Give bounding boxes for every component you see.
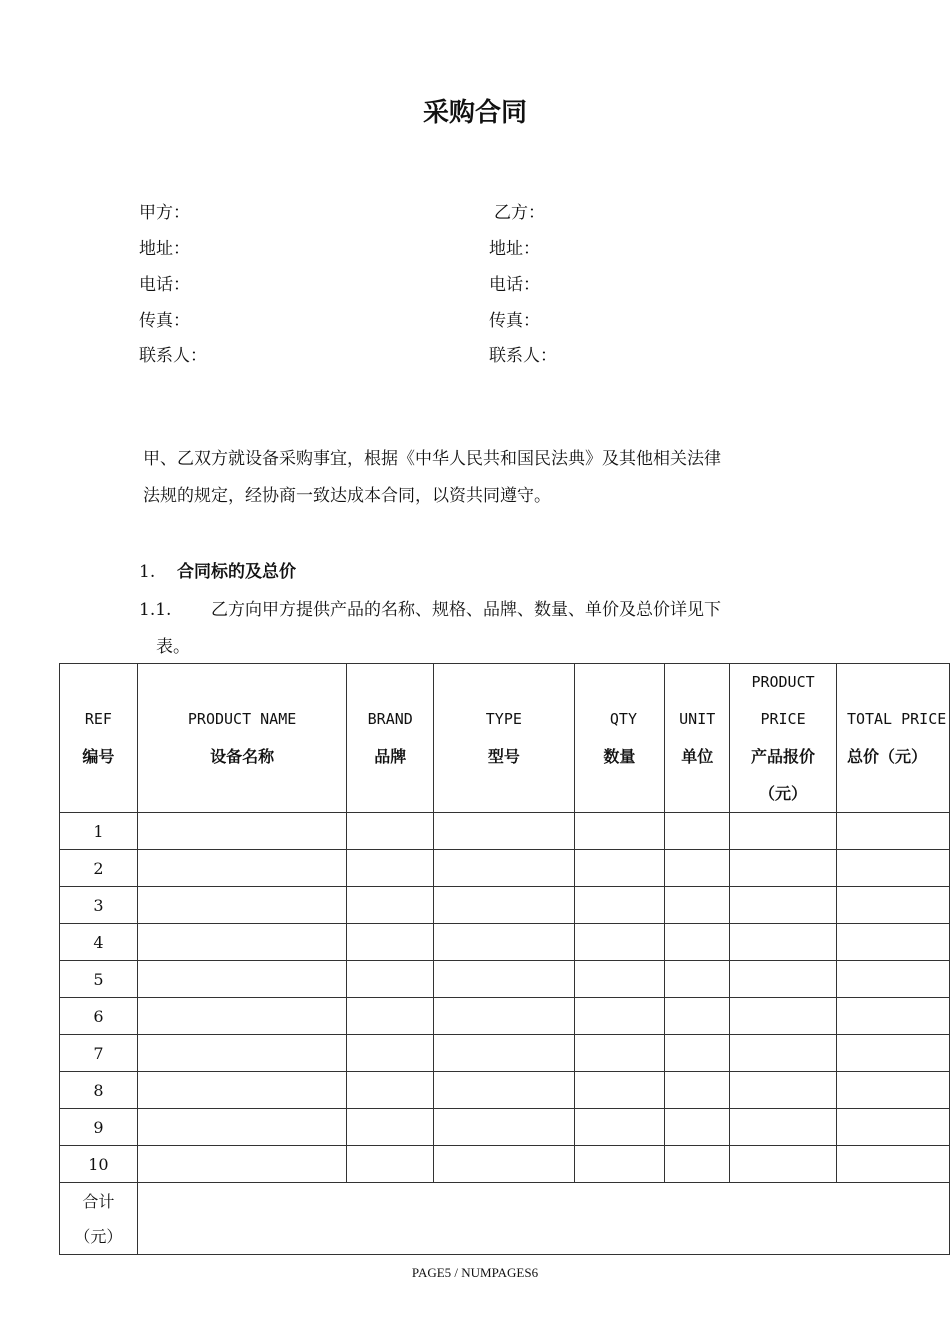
table-row [60,850,950,887]
type-cell[interactable] [434,887,574,924]
party-b-label: 乙方： [494,203,545,223]
product-name-cell[interactable] [137,1072,346,1109]
type-cell[interactable] [434,1072,574,1109]
unit-cell[interactable] [665,1035,730,1072]
type-cell[interactable] [434,1146,574,1183]
type-cell[interactable] [434,850,574,887]
price-cell[interactable] [730,1146,837,1183]
clause-1-1-text: 乙方向甲方提供产品的名称、规格、品牌、数量、单价及总价详见下 [211,600,721,620]
total-cell[interactable] [836,1035,949,1072]
section-1-heading [139,557,296,582]
price-cell[interactable] [730,1072,837,1109]
type-cell[interactable] [434,813,574,850]
intro-paragraph [143,441,823,515]
unit-cell[interactable] [665,961,730,998]
table-row [60,1035,950,1072]
brand-cell[interactable] [347,1109,434,1146]
price-cell[interactable] [730,998,837,1035]
product-name-cell[interactable] [137,850,346,887]
table-row [60,887,950,924]
qty-cell[interactable] [574,1035,665,1072]
header-type: TYPE 型号 [434,664,574,813]
party-b-address-label: 地址： [489,239,540,259]
qty-cell[interactable] [574,961,665,998]
party-a-label: 甲方： [139,203,190,223]
qty-cell[interactable] [574,813,665,850]
party-a-contact-label: 联系人： [139,346,207,366]
unit-cell[interactable] [665,1072,730,1109]
total-cell[interactable] [836,998,949,1035]
ref-cell: 1 [60,813,138,850]
table-header-row [60,664,950,813]
product-name-cell[interactable] [137,813,346,850]
brand-cell[interactable] [347,813,434,850]
header-brand: BRAND 品牌 [347,664,434,813]
table-row [60,1072,950,1109]
total-row [60,1183,950,1255]
type-cell[interactable] [434,961,574,998]
price-cell[interactable] [730,850,837,887]
page-footer: PAGE5 / NUMPAGES6 [411,1265,539,1280]
product-name-cell[interactable] [137,961,346,998]
brand-cell[interactable] [347,1072,434,1109]
total-cell[interactable] [836,887,949,924]
unit-cell[interactable] [665,924,730,961]
ref-cell: 2 [60,850,138,887]
brand-cell[interactable] [347,1035,434,1072]
product-name-cell[interactable] [137,924,346,961]
ref-cell: 6 [60,998,138,1035]
ref-cell: 9 [60,1109,138,1146]
table-row [60,924,950,961]
section-1-title: 合同标的及总价 [177,562,296,582]
price-cell[interactable] [730,924,837,961]
price-cell[interactable] [730,961,837,998]
ref-cell: 5 [60,961,138,998]
header-product-name: PRODUCT NAME 设备名称 [137,664,346,813]
total-cell[interactable] [836,961,949,998]
qty-cell[interactable] [574,924,665,961]
product-name-cell[interactable] [137,1146,346,1183]
brand-cell[interactable] [347,1146,434,1183]
clause-1-1 [139,592,819,666]
unit-cell[interactable] [665,1109,730,1146]
price-cell[interactable] [730,1109,837,1146]
party-a-address-label: 地址： [139,239,190,259]
brand-cell[interactable] [347,998,434,1035]
brand-cell[interactable] [347,924,434,961]
header-total-price: TOTAL PRICE 总价（元） [836,664,949,813]
total-cell[interactable] [836,1072,949,1109]
type-cell[interactable] [434,998,574,1035]
price-cell[interactable] [730,1035,837,1072]
intro-line-2: 法规的规定，经协商一致达成本合同，以资共同遵守。 [143,486,551,506]
type-cell[interactable] [434,1035,574,1072]
table-row [60,1146,950,1183]
total-cell[interactable] [836,924,949,961]
table-row [60,1109,950,1146]
total-cell[interactable] [836,850,949,887]
product-table [59,663,950,1255]
section-1-number: 1. [139,562,156,582]
qty-cell[interactable] [574,850,665,887]
brand-cell[interactable] [347,887,434,924]
unit-cell[interactable] [665,850,730,887]
qty-cell[interactable] [574,1072,665,1109]
product-name-cell[interactable] [137,1109,346,1146]
table-row [60,961,950,998]
header-qty: QTY 数量 [574,664,665,813]
brand-cell[interactable] [347,961,434,998]
ref-cell: 4 [60,924,138,961]
product-name-cell[interactable] [137,998,346,1035]
qty-cell[interactable] [574,887,665,924]
party-b-phone-label: 电话： [489,275,540,295]
total-unit-label: （元） [74,1226,123,1246]
total-amount-cell[interactable] [137,1183,949,1255]
party-b-fax-label: 传真： [489,311,540,331]
type-cell[interactable] [434,1109,574,1146]
ref-cell: 8 [60,1072,138,1109]
intro-line-1: 甲、乙双方就设备采购事宜，根据《中华人民共和国民法典》及其他相关法律 [143,449,721,469]
header-unit: UNIT 单位 [665,664,730,813]
total-cell[interactable] [836,813,949,850]
unit-cell[interactable] [665,813,730,850]
contract-title: 采购合同 [422,98,527,128]
total-cell[interactable] [836,1146,949,1183]
header-ref: REF 编号 [60,664,138,813]
party-a-fax-label: 传真： [139,311,190,331]
party-b-contact-label: 联系人： [489,346,557,366]
price-cell[interactable] [730,813,837,850]
unit-cell[interactable] [665,887,730,924]
type-cell[interactable] [434,924,574,961]
total-cell[interactable] [836,1109,949,1146]
clause-1-1-continuation: 表。 [156,637,190,657]
qty-cell[interactable] [574,1109,665,1146]
qty-cell[interactable] [574,1146,665,1183]
product-name-cell[interactable] [137,1035,346,1072]
ref-cell: 7 [60,1035,138,1072]
ref-cell: 10 [60,1146,138,1183]
price-cell[interactable] [730,887,837,924]
unit-cell[interactable] [665,1146,730,1183]
party-a-phone-label: 电话： [139,275,190,295]
ref-cell: 3 [60,887,138,924]
header-product-price: PRODUCT PRICE 产品报价 （元） [730,664,837,813]
brand-cell[interactable] [347,850,434,887]
qty-cell[interactable] [574,998,665,1035]
total-label: 合计 [82,1191,115,1211]
total-label-cell [60,1183,138,1255]
clause-1-1-number: 1.1. [139,600,172,620]
unit-cell[interactable] [665,998,730,1035]
table-row [60,813,950,850]
table-row [60,998,950,1035]
product-name-cell[interactable] [137,887,346,924]
